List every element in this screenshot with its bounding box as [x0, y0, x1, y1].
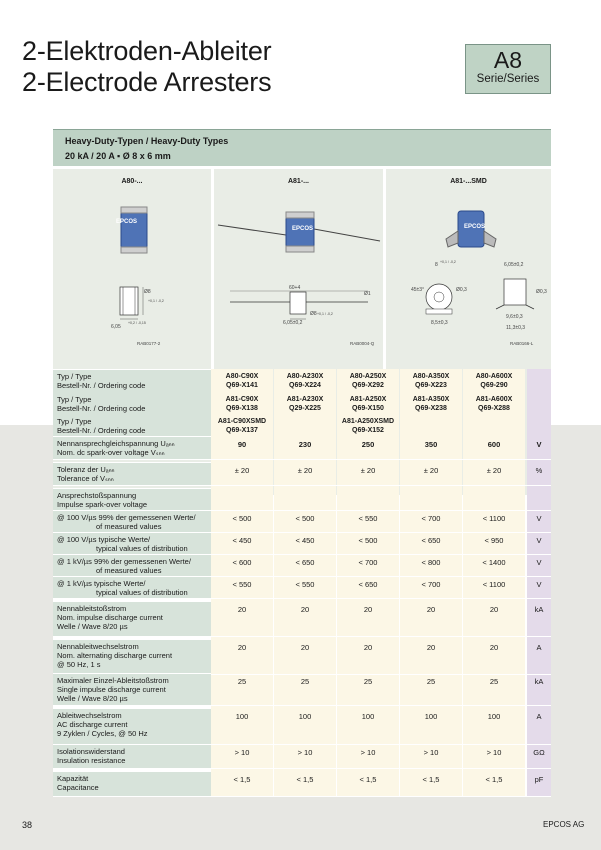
spec-value: ± 20 [297, 466, 313, 475]
ordering-code: Q69-X152 [352, 427, 384, 434]
image-label-a81-smd: A81-...SMD [450, 178, 487, 185]
spec-label-line2: Single impulse discharge current [57, 685, 166, 694]
spec-value: < 500 [232, 514, 252, 523]
a80-dim-length-tol: +0,2 / -0,15 [128, 321, 146, 325]
spec-value: < 1,5 [296, 775, 314, 784]
smd-ref-code: RAB0166-L [510, 341, 534, 346]
spec-unit: V [536, 558, 542, 567]
spec-value: 100 [487, 712, 501, 721]
series-code: A8 [493, 47, 523, 73]
a81-dim-dia: Ø8 [310, 311, 317, 317]
ordering-code: Q69-X292 [352, 382, 384, 389]
spec-value: 600 [487, 440, 501, 449]
ordering-code: Q69-X138 [226, 405, 258, 412]
spec-value: 20 [363, 643, 373, 652]
spec-label-line1: Kapazität [57, 774, 89, 783]
spec-value: < 450 [232, 536, 252, 545]
smd-dim-a: 8 [435, 262, 438, 268]
spec-value: > 10 [297, 748, 313, 757]
spec-value: ± 20 [486, 466, 502, 475]
ordering-code: Q69-290 [480, 382, 508, 389]
spec-unit: V [536, 580, 542, 589]
ordering-row1-en: Bestell-Nr. / Ordering code [57, 381, 146, 390]
smd-dim-angle: 45±3° [411, 287, 425, 293]
spec-unit: kA [534, 677, 544, 686]
spec-unit: V [536, 536, 542, 545]
spec-unit: pF [534, 775, 544, 784]
spec-value: 350 [424, 440, 438, 449]
ordering-code: A80-C90X [225, 373, 259, 380]
row-separator [53, 459, 551, 460]
spec-label-line2: Nom. impulse discharge current [57, 613, 163, 622]
spec-unit: A [536, 712, 542, 721]
a81-smd-logo: EPCOS [464, 224, 486, 230]
spec-label-line2: Tolerance of Vₛₙₙ [57, 474, 114, 483]
a81-dim-wire: Ø1 [364, 291, 371, 297]
image-label-a80: A80-... [121, 178, 143, 185]
spec-value: < 600 [232, 558, 252, 567]
spec-label-line1: Isolationswiderstand [57, 747, 125, 756]
spec-value: 25 [426, 677, 436, 686]
spec-unit: GΩ [533, 748, 545, 757]
spec-value: 100 [235, 712, 249, 721]
spec-value: 100 [361, 712, 375, 721]
spec-value: 25 [363, 677, 373, 686]
a81-dim-length: 60+4 [289, 285, 301, 291]
spec-label-line2: of measured values [96, 566, 162, 575]
spec-label-line1: @ 100 V/µs typische Werte/ [57, 535, 151, 544]
spec-label-line2: Capacitance [57, 783, 99, 792]
ordering-code: A81-A250XSMD [341, 418, 395, 425]
spec-value: < 550 [295, 580, 315, 589]
spec-value: 20 [237, 643, 247, 652]
ordering-code: A80-A600X [475, 373, 513, 380]
smd-dim-f: 11,3±0,3 [506, 325, 526, 331]
spec-value: 20 [489, 605, 499, 614]
spec-value: > 10 [360, 748, 376, 757]
ordering-code: Q69-X223 [415, 382, 447, 389]
spec-value: 20 [426, 643, 436, 652]
spec-value: < 700 [358, 558, 378, 567]
table-header-types: Heavy-Duty-Typen / Heavy-Duty Types [65, 136, 229, 146]
ordering-code: Q69-X137 [226, 427, 258, 434]
spec-value: 20 [363, 605, 373, 614]
spec-value: 20 [237, 605, 247, 614]
spec-label-line1: Toleranz der Uₐₙₙ [57, 465, 115, 474]
a81-ref-code: RAB0004-Q [350, 341, 375, 346]
spec-label-line3: 9 Zyklen / Cycles, @ 50 Hz [57, 729, 148, 738]
spec-value: < 1,5 [359, 775, 377, 784]
a80-ref-code: RAB0177-2 [137, 341, 161, 346]
spec-value: > 10 [486, 748, 502, 757]
series-label: Serie/Series [476, 73, 540, 85]
series-badge [465, 44, 551, 94]
spec-value: 20 [489, 643, 499, 652]
page-title-de: 2-Elektroden-Ableiter [22, 36, 272, 66]
spec-label-line2: Nom. dc spark-over voltage Vₛₙₙ [57, 448, 165, 457]
spec-unit: A [536, 643, 542, 652]
spec-value: < 500 [358, 536, 378, 545]
row-separator [53, 705, 551, 706]
image-label-a81: A81-... [287, 178, 309, 185]
ordering-row3-en: Bestell-Nr. / Ordering code [57, 426, 146, 435]
spec-value: < 700 [421, 514, 441, 523]
spec-value: < 1100 [482, 514, 506, 523]
ordering-code: A80-A350X [412, 373, 450, 380]
a81-dim-dia-tol: +0,1 / -0,2 [317, 312, 333, 316]
smd-dim-g: Ø0,3 [536, 289, 547, 295]
ordering-code: Q29-X225 [289, 405, 321, 412]
spec-label-line3: @ 50 Hz, 1 s [57, 660, 101, 669]
spec-label-line2: Impulse spark-over voltage [57, 500, 148, 509]
spec-label-line2: Nom. alternating discharge current [57, 651, 173, 660]
ordering-code: Q69-X288 [478, 405, 510, 412]
a80-logo: EPCOS [116, 219, 138, 225]
spec-label-line2: Insulation resistance [57, 756, 126, 765]
datasheet-table [53, 129, 551, 796]
spec-value: < 650 [295, 558, 315, 567]
spec-value: ± 20 [423, 466, 439, 475]
spec-value: 90 [237, 440, 247, 449]
ordering-code: Q69-X141 [226, 382, 258, 389]
spec-label-line1: Nennansprechgleichspannung Uₐₙₙ [57, 439, 175, 448]
spec-value: 25 [300, 677, 310, 686]
spec-unit: % [535, 466, 543, 475]
ordering-code: A81-A230X [286, 396, 324, 403]
a80-dim-dia: Ø8 [144, 289, 151, 295]
spec-unit: kA [534, 605, 544, 614]
ordering-row2-en: Bestell-Nr. / Ordering code [57, 404, 146, 413]
ordering-code: A81-A250X [349, 396, 387, 403]
spec-value: ± 20 [234, 466, 250, 475]
page-number: 38 [22, 820, 33, 830]
spec-label-line1: Ansprechstoßspannung [57, 491, 137, 500]
row-separator [53, 768, 551, 769]
spec-label-line1: Maximaler Einzel-Ableitstoßstrom [57, 676, 169, 685]
ordering-row2-de: Typ / Type [57, 395, 92, 404]
spec-value: < 500 [295, 514, 315, 523]
spec-value: 20 [426, 605, 436, 614]
spec-value: 100 [298, 712, 312, 721]
spec-value: < 650 [421, 536, 441, 545]
ordering-row1-de: Typ / Type [57, 372, 92, 381]
spec-value: < 550 [232, 580, 252, 589]
spec-value: 25 [237, 677, 247, 686]
table-header [53, 129, 551, 166]
smd-dim-b: 6,05±0,2 [504, 262, 524, 268]
spec-value: < 550 [358, 514, 378, 523]
ordering-row3-de: Typ / Type [57, 417, 92, 426]
spec-label-line3: Welle / Wave 8/20 µs [57, 622, 128, 631]
spec-label-line1: Ableitwechselstrom [57, 711, 122, 720]
ordering-code: A80-A250X [349, 373, 387, 380]
spec-value: ± 20 [360, 466, 376, 475]
spec-value: > 10 [234, 748, 250, 757]
ordering-code: A81-C90X [225, 396, 259, 403]
spec-value: < 1,5 [422, 775, 440, 784]
ordering-code: Q69-X150 [352, 405, 384, 412]
spec-unit: V [536, 440, 542, 449]
spec-unit: V [536, 514, 542, 523]
ordering-code: A81-C90XSMD [217, 418, 267, 425]
smd-dim-e: 9,6±0,3 [506, 314, 523, 320]
spec-value: < 1,5 [485, 775, 503, 784]
a81-logo: EPCOS [292, 226, 314, 232]
spec-value: 20 [300, 605, 310, 614]
spec-label-line1: Nennableitstoßstrom [57, 604, 127, 613]
a81-dim-body: 6,05±0,2 [283, 320, 303, 326]
spec-label-line1: @ 1 kV/µs 99% der gemessenen Werte/ [57, 557, 191, 566]
company-name: EPCOS AG [543, 820, 585, 829]
smd-dim-c: Ø0,3 [456, 287, 467, 293]
smd-dim-d: 8,5±0,3 [431, 320, 448, 326]
ordering-code: Q69-X238 [415, 405, 447, 412]
spec-value: < 1400 [482, 558, 506, 567]
a80-dim-length: 6,05 [111, 324, 121, 330]
spec-label-line2: AC discharge current [57, 720, 128, 729]
smd-dim-a-tol: +0,1 / -0,2 [440, 260, 456, 264]
ordering-code: A80-A230X [286, 373, 324, 380]
row-separator [53, 598, 551, 599]
spec-label-line3: Welle / Wave 8/20 µs [57, 694, 128, 703]
row-separator [53, 636, 551, 637]
spec-value: < 1100 [482, 580, 506, 589]
spec-label-line2: of measured values [96, 522, 162, 531]
spec-value: < 650 [358, 580, 378, 589]
spec-value: < 700 [421, 580, 441, 589]
spec-value: 100 [424, 712, 438, 721]
row-separator [53, 796, 551, 797]
spec-value: 250 [361, 440, 375, 449]
spec-label-line1: @ 100 V/µs 99% der gemessenen Werte/ [57, 513, 196, 522]
spec-value: < 800 [421, 558, 441, 567]
spec-value: < 950 [484, 536, 504, 545]
a80-dim-dia-tol: +0,1 / -0,2 [148, 299, 164, 303]
spec-value: < 1,5 [233, 775, 251, 784]
ordering-code: Q69-X224 [289, 382, 321, 389]
spec-value: 20 [300, 643, 310, 652]
spec-label-line1: Nennableitwechselstrom [57, 642, 139, 651]
ordering-code: A81-A350X [412, 396, 450, 403]
spec-label-line2: typical values of distribution [96, 544, 188, 553]
ordering-code: A81-A600X [475, 396, 513, 403]
spec-value: < 450 [295, 536, 315, 545]
spec-value: 25 [489, 677, 499, 686]
row-separator [53, 485, 551, 486]
spec-label-line2: typical values of distribution [96, 588, 188, 597]
spec-value: 230 [298, 440, 312, 449]
spec-label-line1: @ 1 kV/µs typische Werte/ [57, 579, 146, 588]
table-header-ratings: 20 kA / 20 A ▪ Ø 8 x 6 mm [65, 151, 171, 161]
page-title-en: 2-Electrode Arresters [22, 67, 272, 97]
spec-value: > 10 [423, 748, 439, 757]
